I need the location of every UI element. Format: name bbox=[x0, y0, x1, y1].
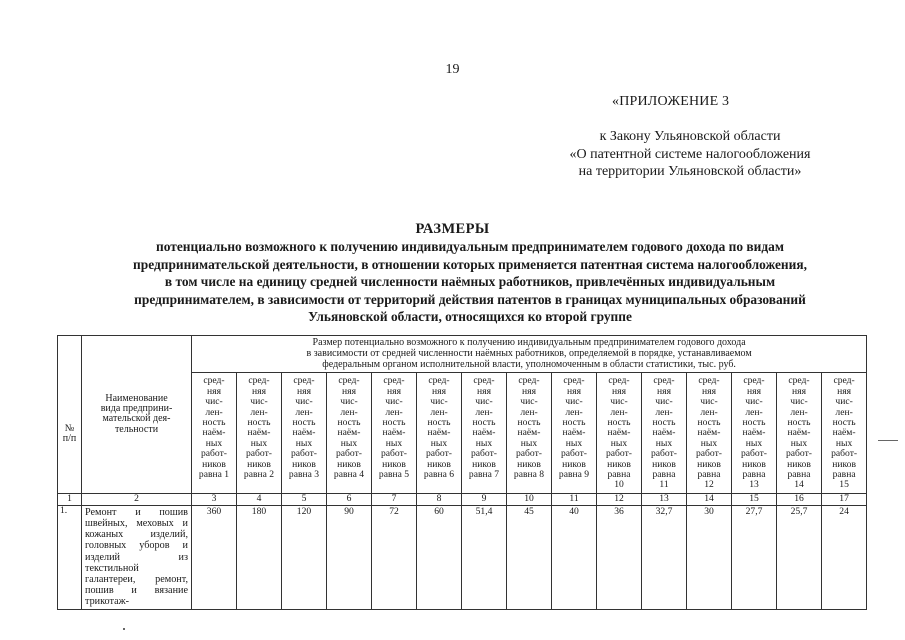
margin-dot bbox=[123, 628, 125, 630]
margin-dash bbox=[878, 440, 898, 441]
subheader-line: 12 bbox=[704, 479, 714, 491]
subheader-line: равна 9 bbox=[558, 469, 590, 481]
subheader-line: чис- bbox=[205, 396, 223, 408]
subheader-line: лен- bbox=[520, 406, 538, 418]
column-index-cell: 12 bbox=[597, 493, 642, 505]
subheader-line: наём- bbox=[787, 427, 811, 439]
income-value-cell: 25,7 bbox=[777, 505, 822, 609]
subheader-line: чис- bbox=[790, 396, 808, 408]
subheader-line: наём- bbox=[697, 427, 721, 439]
subheader-line: 14 bbox=[794, 479, 804, 491]
subheader-line: чис- bbox=[295, 396, 313, 408]
subheader-line: ность bbox=[247, 417, 271, 429]
subheader-line: равна 6 bbox=[423, 469, 455, 481]
subheader-line: 11 bbox=[659, 479, 669, 491]
subheader-cell bbox=[822, 373, 867, 493]
subheader-line: ность bbox=[607, 417, 631, 429]
header-number-line: № bbox=[64, 423, 75, 435]
subheader-line: ность bbox=[292, 417, 316, 429]
table-row bbox=[58, 505, 867, 609]
subheader-line: наём- bbox=[742, 427, 766, 439]
subheader-line: равна bbox=[787, 469, 811, 481]
income-value-cell: 51,4 bbox=[462, 505, 507, 609]
subheader-line: няя bbox=[792, 385, 806, 397]
subheader-line: няя bbox=[297, 385, 311, 397]
subheader-line: равна bbox=[832, 469, 856, 481]
subheader-line: 13 bbox=[749, 479, 759, 491]
subheader-line: ников bbox=[202, 458, 226, 470]
subheader-line: ность bbox=[787, 417, 811, 429]
subheader-line: лен- bbox=[655, 406, 673, 418]
subheader-line: наём- bbox=[607, 427, 631, 439]
subheader-line: ников bbox=[832, 458, 856, 470]
income-value-cell: 120 bbox=[282, 505, 327, 609]
subheader-line: ность bbox=[562, 417, 586, 429]
subheader-line: няя bbox=[747, 385, 761, 397]
subheader-line: равна 8 bbox=[513, 469, 545, 481]
header-income-group-cell bbox=[192, 336, 867, 373]
subheader-line: сред- bbox=[788, 375, 810, 387]
income-size-table bbox=[57, 335, 867, 610]
income-value-cell: 90 bbox=[327, 505, 372, 609]
subheader-line: няя bbox=[432, 385, 446, 397]
subheader-line: 15 bbox=[839, 479, 849, 491]
subheader-line: ность bbox=[697, 417, 721, 429]
subheader-line: ных bbox=[430, 437, 448, 449]
subheader-line: ников bbox=[427, 458, 451, 470]
subheader-line: ных bbox=[565, 437, 583, 449]
subheader-line: ных bbox=[655, 437, 673, 449]
subheader-line: ность bbox=[517, 417, 541, 429]
income-value-cell: 72 bbox=[372, 505, 417, 609]
subheader-line: ных bbox=[340, 437, 358, 449]
column-index-cell: 8 bbox=[417, 493, 462, 505]
subheader-line: няя bbox=[612, 385, 626, 397]
subheader-line: лен- bbox=[745, 406, 763, 418]
income-value-cell: 36 bbox=[597, 505, 642, 609]
header-name-line: вида предприни- bbox=[100, 403, 173, 415]
subheader-cell bbox=[282, 373, 327, 493]
subheader-line: равна 5 bbox=[378, 469, 410, 481]
subheader-line: сред- bbox=[608, 375, 630, 387]
header-name-line: тельности bbox=[114, 423, 159, 435]
header-number-cell bbox=[58, 336, 82, 494]
subheader-line: работ- bbox=[426, 448, 452, 460]
column-index-cell: 1 bbox=[58, 493, 82, 505]
income-value-cell: 360 bbox=[192, 505, 237, 609]
subheader-cell bbox=[687, 373, 732, 493]
subheader-line: лен- bbox=[610, 406, 628, 418]
subheader-cell bbox=[417, 373, 462, 493]
subheader-cell bbox=[237, 373, 282, 493]
subheader-line: ность bbox=[472, 417, 496, 429]
subheader-cell bbox=[552, 373, 597, 493]
page-number: 19 bbox=[445, 62, 460, 77]
subheader-line: ность bbox=[832, 417, 856, 429]
column-index-cell: 11 bbox=[552, 493, 597, 505]
subheader-line: наём- bbox=[652, 427, 676, 439]
income-value-cell: 24 bbox=[822, 505, 867, 609]
table-header-row bbox=[58, 336, 867, 373]
subheader-line: сред- bbox=[833, 375, 855, 387]
column-index-cell: 7 bbox=[372, 493, 417, 505]
subheader-line: чис- bbox=[385, 396, 403, 408]
subheader-line: работ- bbox=[201, 448, 227, 460]
subheader-line: работ- bbox=[471, 448, 497, 460]
subheader-line: наём- bbox=[427, 427, 451, 439]
subheader-line: ников bbox=[382, 458, 406, 470]
subheader-line: няя bbox=[387, 385, 401, 397]
subheader-line: лен- bbox=[205, 406, 223, 418]
subheader-line: лен- bbox=[340, 406, 358, 418]
income-value-cell: 30 bbox=[687, 505, 732, 609]
subheader-line: ность bbox=[337, 417, 361, 429]
subheader-line: ность bbox=[202, 417, 226, 429]
subheader-line: наём- bbox=[472, 427, 496, 439]
subheader-line: ников bbox=[517, 458, 541, 470]
subheader-line: лен- bbox=[475, 406, 493, 418]
column-index-cell: 10 bbox=[507, 493, 552, 505]
subheader-line: равна 7 bbox=[468, 469, 500, 481]
subheader-line: ность bbox=[742, 417, 766, 429]
subheader-line: ников bbox=[787, 458, 811, 470]
subheader-line: равна 1 bbox=[198, 469, 230, 481]
subheader-line: сред- bbox=[743, 375, 765, 387]
subheader-line: наём- bbox=[832, 427, 856, 439]
document-subtitle bbox=[75, 238, 865, 326]
subheader-line: сред- bbox=[293, 375, 315, 387]
document-title: РАЗМЕРЫ bbox=[415, 221, 490, 237]
subheader-line: ников bbox=[292, 458, 316, 470]
subheader-cell bbox=[192, 373, 237, 493]
subheader-cell bbox=[597, 373, 642, 493]
subheader-line: чис- bbox=[250, 396, 268, 408]
column-index-cell: 3 bbox=[192, 493, 237, 505]
subtitle-line: предпринимательской деятельности, в отношении которых применяется патентная система налогообложения, bbox=[133, 256, 807, 272]
subheader-line: сред- bbox=[563, 375, 585, 387]
subheader-line: чис- bbox=[340, 396, 358, 408]
subheader-line: наём- bbox=[382, 427, 406, 439]
header-name-line: мательской дея- bbox=[102, 413, 171, 425]
subheader-line: работ- bbox=[336, 448, 362, 460]
subheader-line: сред- bbox=[653, 375, 675, 387]
subheader-line: ных bbox=[205, 437, 223, 449]
income-value-cell: 45 bbox=[507, 505, 552, 609]
subheader-line: ников bbox=[607, 458, 631, 470]
subheader-line: наём- bbox=[337, 427, 361, 439]
column-index-cell: 17 bbox=[822, 493, 867, 505]
subheader-line: работ- bbox=[246, 448, 272, 460]
header-number-line: п/п bbox=[62, 433, 77, 445]
row-number-cell: 1. bbox=[58, 505, 82, 609]
subheader-line: равна 2 bbox=[243, 469, 275, 481]
subheader-line: ных bbox=[385, 437, 403, 449]
subheader-line: чис- bbox=[520, 396, 538, 408]
subheader-line: наём- bbox=[517, 427, 541, 439]
appendix-ref-line: «О патентной системе налогообложения bbox=[569, 146, 811, 162]
subheader-line: работ- bbox=[381, 448, 407, 460]
subheader-line: лен- bbox=[295, 406, 313, 418]
appendix-ref-line: к Закону Ульяновской области bbox=[599, 129, 781, 144]
subtitle-line: Ульяновской области, относящихся ко второй группе bbox=[308, 309, 632, 325]
subheader-line: равна bbox=[652, 469, 676, 481]
subheader-line: ных bbox=[250, 437, 268, 449]
income-value-cell: 40 bbox=[552, 505, 597, 609]
table-column-index-row bbox=[58, 493, 867, 505]
subheader-cell bbox=[732, 373, 777, 493]
group-header-line: федеральным органом исполнительной власти, уполномоченным в области статистики, тыс. руб. bbox=[322, 358, 736, 370]
column-index-cell: 14 bbox=[687, 493, 732, 505]
appendix-reference bbox=[520, 128, 860, 181]
subheader-line: работ- bbox=[696, 448, 722, 460]
column-index-cell: 16 bbox=[777, 493, 822, 505]
subheader-line: чис- bbox=[430, 396, 448, 408]
subheader-line: лен- bbox=[385, 406, 403, 418]
subheader-line: равна bbox=[742, 469, 766, 481]
subheader-line: работ- bbox=[516, 448, 542, 460]
subheader-line: сред- bbox=[518, 375, 540, 387]
subheader-line: лен- bbox=[430, 406, 448, 418]
column-index-cell: 5 bbox=[282, 493, 327, 505]
subheader-line: ников bbox=[652, 458, 676, 470]
column-index-cell: 15 bbox=[732, 493, 777, 505]
subheader-line: чис- bbox=[835, 396, 853, 408]
subheader-line: няя bbox=[477, 385, 491, 397]
subheader-line: наём- bbox=[292, 427, 316, 439]
subheader-line: работ- bbox=[561, 448, 587, 460]
subheader-line: лен- bbox=[835, 406, 853, 418]
subheader-line: няя bbox=[252, 385, 266, 397]
subheader-line: ных bbox=[610, 437, 628, 449]
group-header-line: Размер потенциально возможного к получению индивидуальным предпринимателем годового дохода bbox=[312, 337, 746, 348]
table-body bbox=[58, 505, 867, 609]
subheader-line: няя bbox=[567, 385, 581, 397]
subheader-line: сред- bbox=[428, 375, 450, 387]
appendix-title: «ПРИЛОЖЕНИЕ 3 bbox=[612, 94, 730, 109]
income-value-cell: 32,7 bbox=[642, 505, 687, 609]
subheader-line: сред- bbox=[698, 375, 720, 387]
column-index-cell: 2 bbox=[82, 493, 192, 505]
subheader-line: равна bbox=[697, 469, 721, 481]
header-activity-name-cell bbox=[82, 336, 192, 494]
income-value-cell: 27,7 bbox=[732, 505, 777, 609]
subheader-line: няя bbox=[702, 385, 716, 397]
subheader-line: чис- bbox=[565, 396, 583, 408]
subheader-line: няя bbox=[837, 385, 852, 397]
subheader-line: работ- bbox=[291, 448, 317, 460]
subheader-line: 10 bbox=[614, 479, 624, 491]
subheader-line: ников bbox=[742, 458, 766, 470]
subheader-line: работ- bbox=[651, 448, 677, 460]
subheader-line: ников bbox=[472, 458, 496, 470]
subheader-line: ность bbox=[382, 417, 406, 429]
subheader-line: сред- bbox=[473, 375, 495, 387]
subheader-line: лен- bbox=[250, 406, 268, 418]
subheader-line: ников bbox=[562, 458, 586, 470]
group-header-line: в зависимости от средней численности наёмных работников, определяемой в порядке, устанавливаемом bbox=[306, 347, 752, 359]
subheader-line: ников bbox=[337, 458, 361, 470]
subheader-line: сред- bbox=[248, 375, 270, 387]
subheader-cell bbox=[372, 373, 417, 493]
subtitle-line: предпринимателем, в зависимости от территорий действия патентов в границах муниципальных образований bbox=[134, 291, 806, 307]
subheader-line: лен- bbox=[790, 406, 808, 418]
subheader-line: наём- bbox=[247, 427, 271, 439]
subheader-line: ность bbox=[427, 417, 451, 429]
subheader-line: ных bbox=[520, 437, 538, 449]
subheader-line: чис- bbox=[475, 396, 493, 408]
subheader-line: работ- bbox=[741, 448, 767, 460]
subheader-line: наём- bbox=[562, 427, 586, 439]
subheader-cell bbox=[777, 373, 822, 493]
subtitle-line: в том числе на единицу средней численности наёмных работников, привлечённых индивидуальным bbox=[164, 274, 776, 290]
subtitle-line: потенциально возможного к получению индивидуальным предпринимателем годового дохода по видам bbox=[156, 239, 784, 254]
subheader-line: ных bbox=[295, 437, 313, 449]
subheader-line: наём- bbox=[202, 427, 226, 439]
subheader-line: ников bbox=[697, 458, 721, 470]
subheader-cell bbox=[642, 373, 687, 493]
subheader-line: няя bbox=[342, 385, 356, 397]
subheader-line: сред- bbox=[383, 375, 405, 387]
column-index-cell: 6 bbox=[327, 493, 372, 505]
subheader-line: няя bbox=[522, 385, 536, 397]
appendix-ref-line: на территории Ульяновской области» bbox=[578, 164, 802, 179]
subheader-line: ных bbox=[475, 437, 493, 449]
income-value-cell: 60 bbox=[417, 505, 462, 609]
subheader-line: чис- bbox=[610, 396, 628, 408]
subheader-line: ных bbox=[835, 437, 853, 449]
subheader-line: сред- bbox=[203, 375, 225, 387]
subheader-line: ных bbox=[745, 437, 763, 449]
column-index-cell: 9 bbox=[462, 493, 507, 505]
subheader-cell bbox=[507, 373, 552, 493]
column-index-cell: 13 bbox=[642, 493, 687, 505]
subheader-line: равна 4 bbox=[333, 469, 365, 481]
column-index-cell: 4 bbox=[237, 493, 282, 505]
subheader-line: равна bbox=[607, 469, 631, 481]
subheader-line: ников bbox=[247, 458, 271, 470]
subheader-cell bbox=[462, 373, 507, 493]
subheader-line: чис- bbox=[700, 396, 718, 408]
subheader-line: сред- bbox=[338, 375, 360, 387]
subheader-line: лен- bbox=[700, 406, 718, 418]
subheader-line: няя bbox=[207, 385, 221, 397]
subheader-cell bbox=[327, 373, 372, 493]
income-value-cell: 180 bbox=[237, 505, 282, 609]
subheader-line: ных bbox=[700, 437, 718, 449]
subheader-line: работ- bbox=[786, 448, 812, 460]
subheader-line: чис- bbox=[655, 396, 673, 408]
header-name-line: Наименование bbox=[105, 392, 168, 404]
activity-name-cell: Ремонт и пошив швейных, меховых и кожаных изделий, головных уборов и изделий из текстильной галантереи, ремонт, пошив и вязание трикотаж- bbox=[82, 505, 192, 609]
subheader-line: няя bbox=[657, 385, 671, 397]
subheader-line: чис- bbox=[745, 396, 763, 408]
subheader-line: лен- bbox=[565, 406, 583, 418]
subheader-line: работ- bbox=[606, 448, 632, 460]
subheader-line: работ- bbox=[831, 448, 858, 460]
subheader-line: ных bbox=[790, 437, 808, 449]
subheader-line: ность bbox=[652, 417, 676, 429]
subheader-line: равна 3 bbox=[288, 469, 320, 481]
